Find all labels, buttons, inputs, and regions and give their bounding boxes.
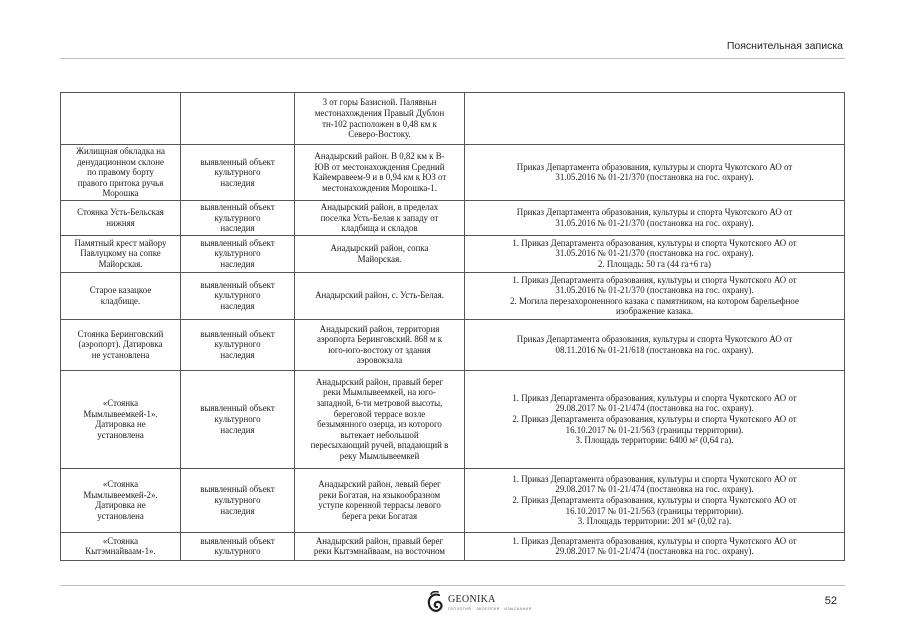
location-cell bbox=[295, 235, 465, 272]
cell-line: Анадырский район, сопка bbox=[330, 243, 429, 254]
document-cell bbox=[465, 370, 845, 468]
cell-line: по правому борту bbox=[87, 167, 154, 178]
cell-line: 31.05.2016 № 01-21/370 (постановка на гос. охрану). bbox=[555, 172, 754, 183]
table-row bbox=[61, 370, 845, 468]
cell-line: береговой террасе возле bbox=[333, 408, 426, 419]
object-name-cell bbox=[61, 235, 181, 272]
cell-line: установлена bbox=[97, 510, 144, 521]
cell-line: «Стоянка bbox=[102, 479, 139, 490]
cell-line: 31.05.2016 № 01-21/370 (постановка на гос. охрану). bbox=[555, 248, 754, 259]
cell-line: Датировка не bbox=[95, 500, 146, 511]
document-cell bbox=[465, 200, 845, 235]
cell-line: Анадырский район. В 0,82 км к В- bbox=[314, 151, 445, 162]
table-row bbox=[61, 145, 845, 201]
cell-line: аэровокзала bbox=[356, 355, 403, 366]
table-row bbox=[61, 319, 845, 370]
cell-line: 31.05.2016 № 01-21/370 (постановка на гос. охрану). bbox=[555, 285, 754, 296]
status-cell bbox=[181, 468, 295, 532]
cell-line: Жилищная обкладка на bbox=[76, 146, 165, 156]
document-cell bbox=[465, 468, 845, 532]
object-name-cell bbox=[61, 272, 181, 319]
header-divider bbox=[60, 58, 845, 59]
cell-line: аэропорта Беринговский. 868 м к bbox=[316, 334, 443, 345]
cell-line: культурного bbox=[214, 413, 261, 424]
cell-line: 1. Приказ Департамента образования, культуры и спорта Чукотского АО от bbox=[512, 237, 797, 248]
object-name-cell bbox=[61, 319, 181, 370]
cell-line: 3. Площадь территории: 6400 м² (0,64 га). bbox=[575, 435, 734, 446]
logo-wordmark: GEONIKA bbox=[448, 594, 496, 605]
cell-line: Датировка не bbox=[95, 419, 146, 430]
cell-line: культурного bbox=[214, 546, 261, 557]
document-section-title: Пояснительная записка bbox=[726, 40, 843, 52]
cell-line: поселка Усть-Белая к западу от bbox=[320, 212, 439, 223]
cell-line: 1. Приказ Департамента образования, культуры и спорта Чукотского АО от bbox=[512, 535, 797, 546]
cell-line: Кытэмнайваам-1». bbox=[85, 546, 156, 557]
cell-line: юго-юго-востоку от здания bbox=[328, 344, 431, 355]
cell-line: Анадырский район, правый берег bbox=[315, 376, 444, 387]
document-cell bbox=[465, 272, 845, 319]
cell-line: вытекает небольшой bbox=[340, 429, 419, 440]
document-cell bbox=[465, 145, 845, 201]
cell-line: Мымлывеемкей-1». bbox=[83, 408, 158, 419]
heritage-objects-table bbox=[60, 92, 845, 561]
cell-line: Анадырский район, с. Усть-Белая. bbox=[315, 290, 444, 301]
cell-line: выявленный объект bbox=[200, 328, 275, 339]
cell-line: реки Кытэмнайваам, на восточном bbox=[313, 546, 446, 557]
status-cell bbox=[181, 200, 295, 235]
cell-line: денудационном склоне bbox=[77, 156, 164, 167]
cell-line: 1. Приказ Департамента образования, культуры и спорта Чукотского АО от bbox=[512, 274, 797, 285]
status-cell bbox=[181, 370, 295, 468]
status-cell bbox=[181, 319, 295, 370]
cell-line: Анадырский район, правый берег bbox=[315, 535, 444, 546]
location-cell bbox=[295, 93, 465, 145]
cell-line: культурного bbox=[214, 494, 261, 505]
status-cell bbox=[181, 145, 295, 201]
cell-line: выявленный объект bbox=[200, 535, 275, 546]
cell-line: Северо-Востоку. bbox=[348, 129, 411, 140]
cell-line: 1. Приказ Департамента образования, культуры и спорта Чукотского АО от bbox=[512, 473, 797, 484]
cell-line: выявленный объект bbox=[200, 484, 275, 495]
cell-line: местонахождения Правый Дублон bbox=[314, 107, 445, 118]
cell-line: безымянного озерца, из которого bbox=[317, 419, 442, 430]
cell-line: выявленный объект bbox=[200, 237, 275, 248]
document-cell bbox=[465, 235, 845, 272]
cell-line: Анадырский район, территория bbox=[319, 323, 440, 334]
cell-line: культурного bbox=[214, 339, 261, 350]
cell-line: 2. Приказ Департамента образования, культуры и спорта Чукотского АО от bbox=[512, 494, 797, 505]
cell-line: 2. Могила перезахороненного казака с памятником, на котором барельефное bbox=[510, 295, 799, 306]
cell-line: нижняя bbox=[106, 217, 135, 228]
cell-line: Кайемравеем-9 и в 0,94 км к ЮЗ от bbox=[312, 172, 447, 183]
cell-line: Мымлывеемкей-2». bbox=[83, 489, 158, 500]
location-cell bbox=[295, 272, 465, 319]
cell-line: пересыхающий ручей, впадающий в bbox=[310, 440, 449, 451]
location-cell bbox=[295, 200, 465, 235]
cell-line: культурного bbox=[214, 248, 261, 259]
cell-line: 2. Приказ Департамента образования, культуры и спорта Чукотского АО от bbox=[512, 413, 797, 424]
cell-line: Памятный крест майору bbox=[74, 237, 167, 248]
cell-line: Майорская. bbox=[98, 259, 143, 270]
table-row bbox=[61, 93, 845, 145]
table-row bbox=[61, 272, 845, 319]
object-name-cell bbox=[61, 145, 181, 201]
cell-line: «Стоянка bbox=[102, 398, 139, 409]
document-cell bbox=[465, 319, 845, 370]
cell-line: 29.08.2017 № 01-21/474 (постановка на гос. охрану). bbox=[555, 403, 754, 414]
object-name-cell bbox=[61, 468, 181, 532]
location-cell bbox=[295, 319, 465, 370]
cell-line: Старое казацкое bbox=[89, 285, 152, 296]
table-row bbox=[61, 235, 845, 272]
cell-line: культурного bbox=[214, 212, 261, 223]
cell-line: 2. Площадь: 50 га (44 га+6 га) bbox=[598, 259, 711, 270]
cell-line: выявленный объект bbox=[200, 403, 275, 414]
cell-line: Приказ Департамента образования, культуры и спорта Чукотского АО от bbox=[516, 207, 793, 218]
cell-line: наследия bbox=[220, 177, 255, 188]
document-cell bbox=[465, 532, 845, 560]
cell-line: установлена bbox=[97, 429, 144, 440]
cell-line: 3. Площадь территории: 201 м² (0,02 га). bbox=[577, 516, 732, 527]
geonika-swirl-logo-icon bbox=[426, 591, 444, 615]
cell-line: уступе коренной террасы левого bbox=[318, 500, 441, 511]
cell-line: 16.10.2017 № 01-21/563 (границы территории). bbox=[565, 424, 744, 435]
cell-line: не установлена bbox=[91, 350, 150, 361]
cell-line: 08.11.2016 № 01-21/618 (постановка на гос. охрану). bbox=[555, 344, 754, 355]
cell-line: реки Богатая, на языкообразном bbox=[318, 489, 441, 500]
cell-line: 31.05.2016 № 01-21/370 (постановка на гос. охрану). bbox=[555, 217, 754, 228]
cell-line: Анадырский район, левый берег bbox=[318, 479, 441, 490]
cell-line: ЮВ от местонахождения Средний bbox=[314, 161, 445, 172]
status-cell bbox=[181, 93, 295, 145]
cell-line: Майорская. bbox=[357, 253, 402, 264]
cell-line: изображение казака. bbox=[615, 306, 694, 317]
cell-line: Стоянка Усть-Бельская bbox=[77, 207, 164, 218]
status-cell bbox=[181, 532, 295, 560]
page-number: 52 bbox=[824, 595, 837, 607]
cell-line: культурного bbox=[214, 290, 261, 301]
location-cell bbox=[295, 145, 465, 201]
cell-line: кладбище. bbox=[100, 295, 141, 306]
location-cell bbox=[295, 532, 465, 560]
cell-line: тн-102 расположен в 0,48 км к bbox=[322, 118, 437, 129]
cell-line: реки Мымлывеемкей, на юго- bbox=[323, 387, 436, 398]
document-cell bbox=[465, 93, 845, 145]
logo-tagline: ГЕОЛОГИЯ · ЭКОЛОГИЯ · ИЗЫСКАНИЯ bbox=[448, 607, 532, 611]
cell-line: реку Мымлывеемкей bbox=[339, 451, 420, 462]
cell-line: правого притока ручья bbox=[77, 177, 164, 188]
cell-line: берега реки Богатая bbox=[341, 510, 418, 521]
cell-line: наследия bbox=[220, 223, 255, 234]
cell-line: 29.08.2017 № 01-21/474 (постановка на гос. охрану). bbox=[555, 484, 754, 495]
geonika-logo bbox=[426, 591, 532, 617]
cell-line: наследия bbox=[220, 259, 255, 270]
status-cell bbox=[181, 235, 295, 272]
cell-line: наследия bbox=[220, 301, 255, 312]
object-name-cell bbox=[61, 200, 181, 235]
cell-line: 16.10.2017 № 01-21/563 (границы территории). bbox=[565, 505, 744, 516]
cell-line: (аэропорт). Датировка bbox=[78, 339, 163, 350]
cell-line: наследия bbox=[220, 424, 255, 435]
cell-line: Морошка bbox=[102, 188, 139, 199]
cell-line: кладбища и складов bbox=[341, 223, 418, 234]
cell-line: Анадырский район, в пределах bbox=[320, 201, 439, 212]
table-row bbox=[61, 468, 845, 532]
cell-line: Павлуцкому на сопке bbox=[80, 248, 161, 259]
cell-line: местонахождения Морошка-1. bbox=[322, 183, 437, 194]
location-cell bbox=[295, 370, 465, 468]
status-cell bbox=[181, 272, 295, 319]
object-name-cell bbox=[61, 370, 181, 468]
cell-line: 1. Приказ Департамента образования, культуры и спорта Чукотского АО от bbox=[512, 392, 797, 403]
table-row bbox=[61, 532, 845, 560]
cell-line: Стоянка Беринговский bbox=[77, 328, 164, 339]
cell-line: выявленный объект bbox=[200, 156, 275, 167]
location-cell bbox=[295, 468, 465, 532]
object-name-cell bbox=[61, 532, 181, 560]
cell-line: Приказ Департамента образования, культуры и спорта Чукотского АО от bbox=[516, 161, 793, 172]
footer-divider bbox=[60, 585, 845, 586]
cell-line: выявленный объект bbox=[200, 201, 275, 212]
cell-line: западной, 6-ти метровой высоты, bbox=[316, 398, 443, 409]
cell-line: наследия bbox=[220, 350, 255, 361]
cell-line: 3 от горы Базисной. Палявньн bbox=[322, 97, 437, 108]
cell-line: культурного bbox=[214, 167, 261, 178]
cell-line: Приказ Департамента образования, культуры и спорта Чукотского АО от bbox=[516, 334, 793, 345]
cell-line: выявленный объект bbox=[200, 279, 275, 290]
cell-line: наследия bbox=[220, 505, 255, 516]
cell-line: 29.08.2017 № 01-21/474 (постановка на гос. охрану). bbox=[555, 546, 754, 557]
table-row bbox=[61, 200, 845, 235]
object-name-cell bbox=[61, 93, 181, 145]
cell-line: «Стоянка bbox=[102, 535, 139, 546]
